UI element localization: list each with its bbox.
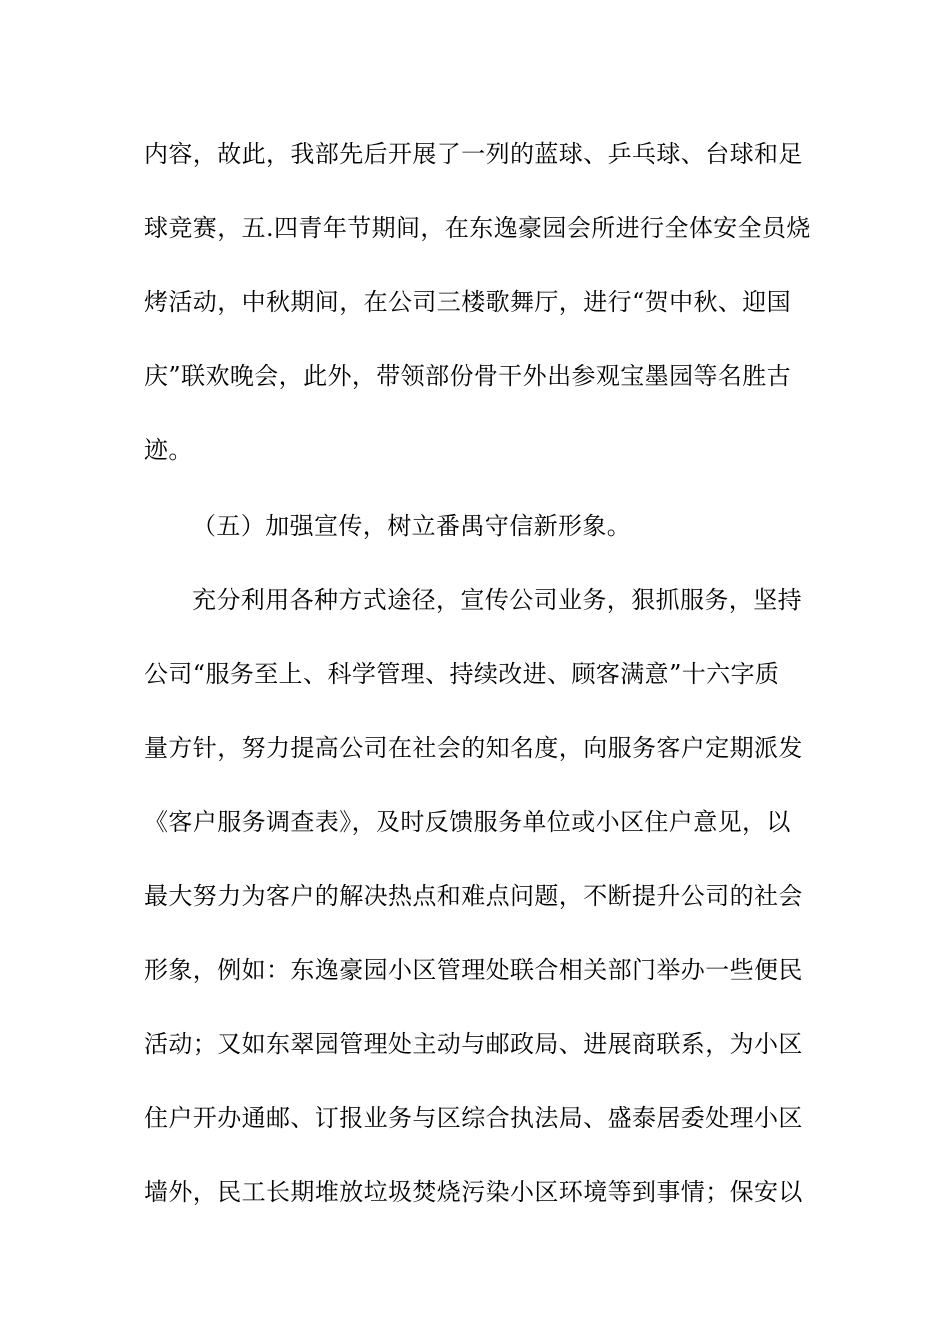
paragraph-line: 量方针，努力提高公司在社会的知名度，向服务客户定期派发 xyxy=(144,734,803,762)
paragraph-line: 球竞赛，五.四青年节期间，在东逸豪园会所进行全体安全员烧 xyxy=(144,214,811,242)
paragraph-line: 公司“服务至上、科学管理、持续改进、顾客满意”十六字质 xyxy=(144,660,780,688)
section-heading: （五）加强宣传，树立番禺守信新形象。 xyxy=(192,512,632,540)
paragraph-line: 住户开办通邮、订报业务与区综合执法局、盛泰居委处理小区 xyxy=(144,1104,803,1132)
paragraph-line: 内容，故此，我部先后开展了一列的蓝球、乒乓球、台球和足 xyxy=(144,140,803,168)
paragraph-line: 形象，例如：东逸豪园小区管理处联合相关部门举办一些便民 xyxy=(144,956,803,984)
paragraph-line: 充分利用各种方式途径，宣传公司业务，狠抓服务，坚持 xyxy=(192,586,802,614)
paragraph-line: 活动；又如东翠园管理处主动与邮政局、进展商联系，为小区 xyxy=(144,1030,803,1058)
section-heading-block xyxy=(144,489,814,563)
paragraph-line: 迹。 xyxy=(144,436,193,464)
paragraph-line: 墙外，民工长期堆放垃圾焚烧污染小区环境等到事情；保安以 xyxy=(144,1178,803,1206)
paragraph-continuation xyxy=(144,117,814,487)
paragraph-line: 《客户服务调查表》，及时反馈服务单位或小区住户意见，以 xyxy=(144,808,791,836)
paragraph-main xyxy=(144,563,814,1229)
paragraph-line: 最大努力为客户的解决热点和难点问题，不断提升公司的社会 xyxy=(144,882,803,910)
paragraph-line: 烤活动，中秋期间，在公司三楼歌舞厅，进行“贺中秋、迎国 xyxy=(144,288,792,316)
paragraph-line: 庆”联欢晚会，此外，带领部份骨干外出参观宝墨园等名胜古 xyxy=(144,362,792,390)
